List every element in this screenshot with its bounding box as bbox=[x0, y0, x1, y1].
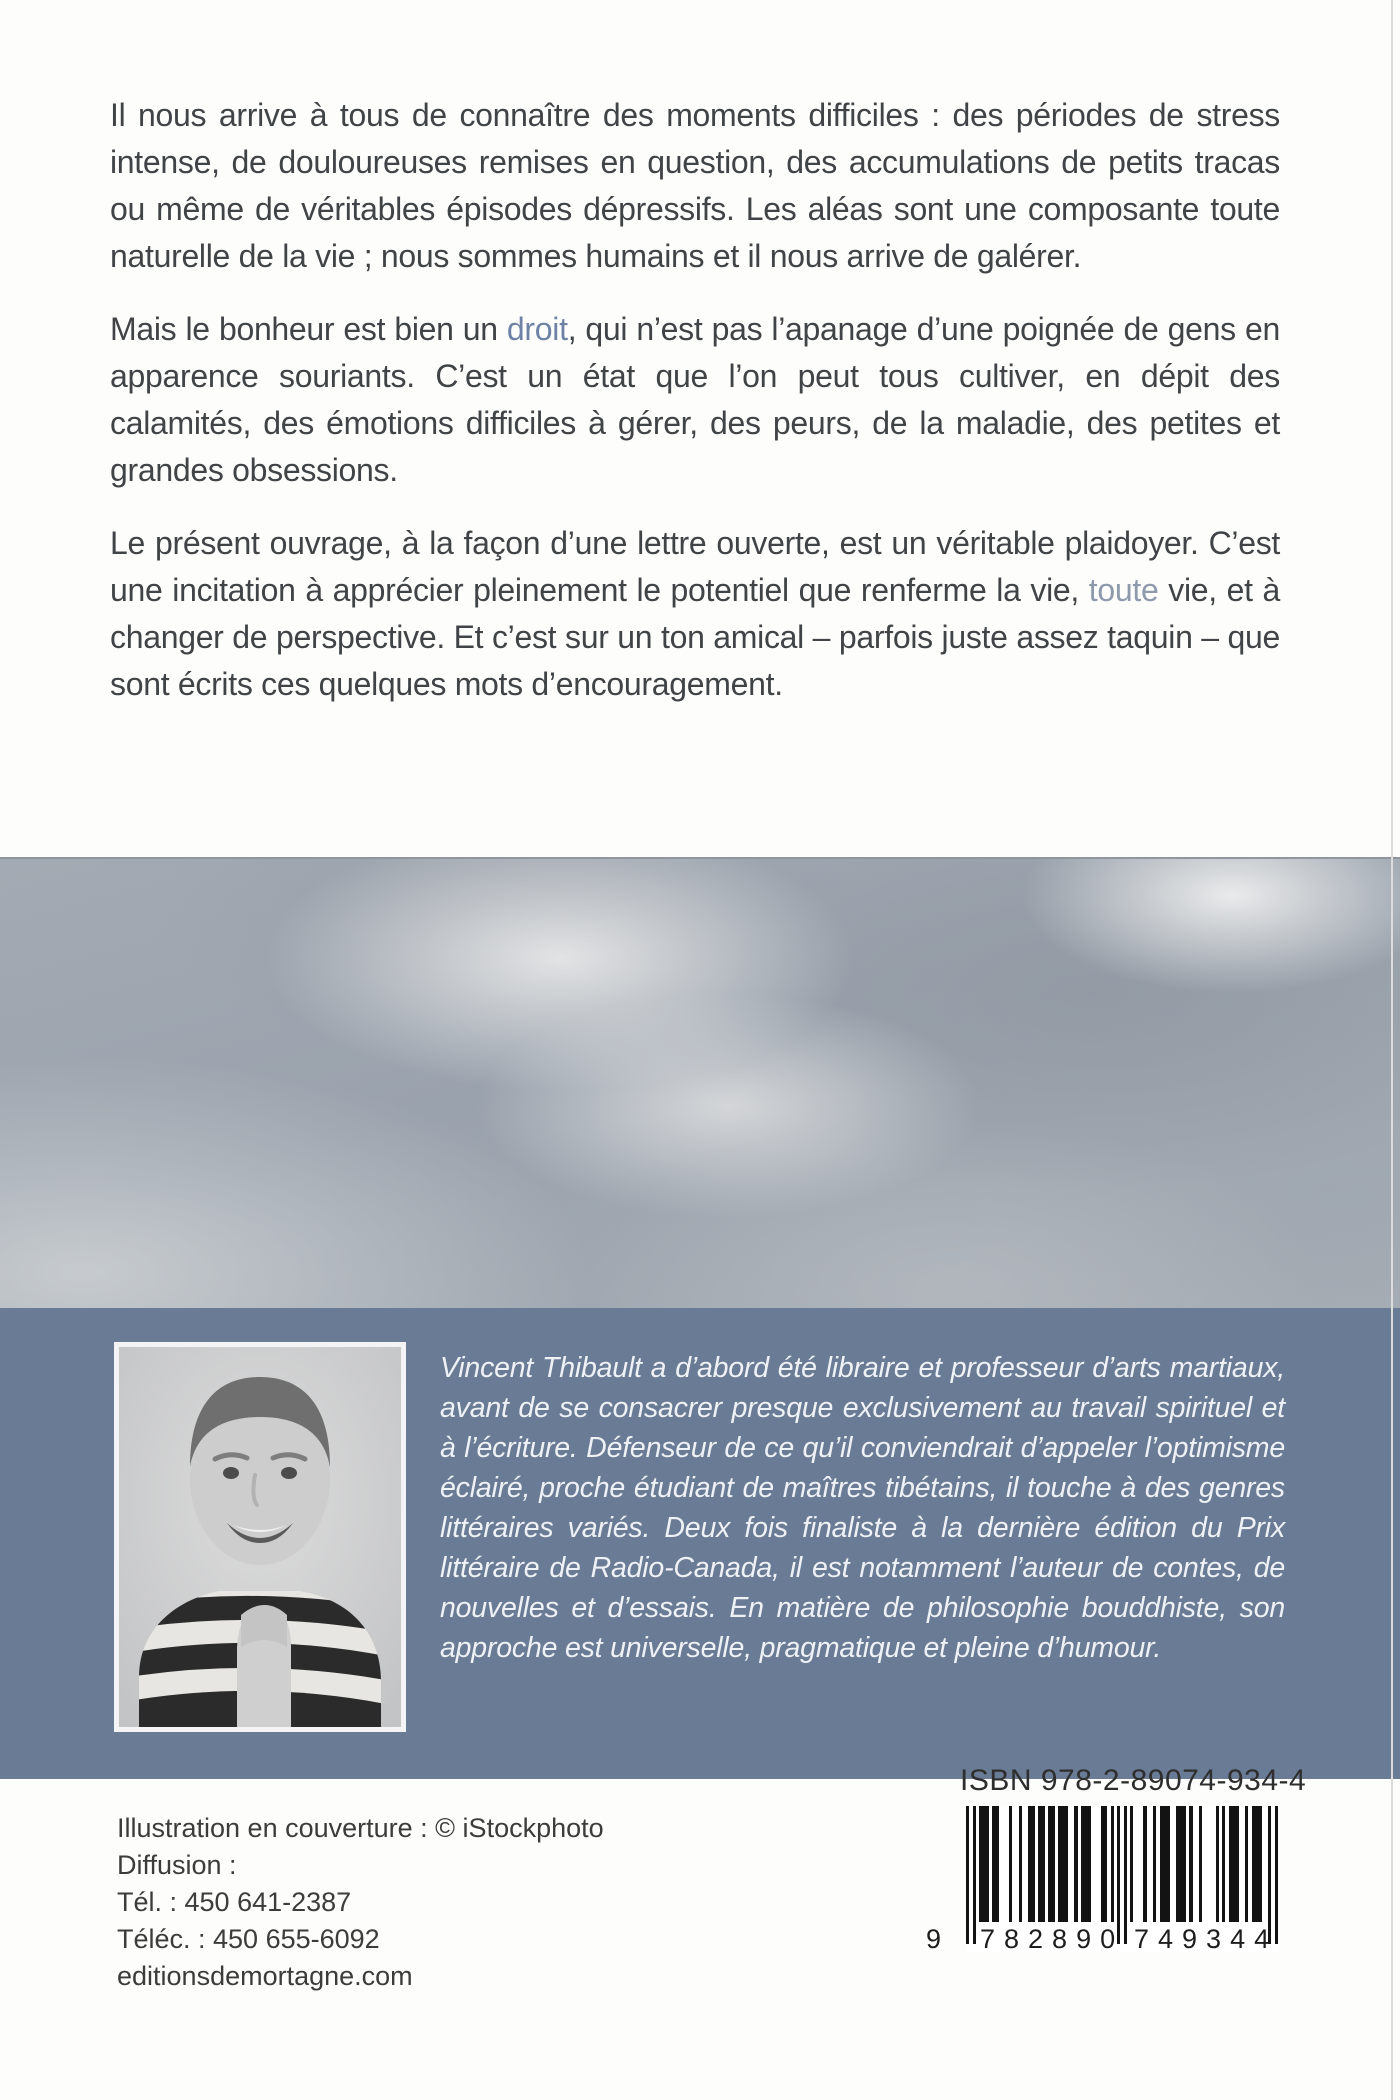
page-edge-line bbox=[1391, 0, 1393, 2100]
synopsis-text-1: Il nous arrive à tous de connaître des moments difficiles : des périodes de stress intense, de douloureuses remises en question, des accumulations de petits tracas ou même de véritables épisodes dépressifs. Les aléas sont une composante toute naturelle de la vie ; nous sommes humains et il nous arrive de galérer. bbox=[110, 97, 1280, 274]
barcode-digit-group-2: 749344 bbox=[1134, 1924, 1279, 1954]
barcode-bar bbox=[1130, 1806, 1133, 1922]
accent-word-droit: droit bbox=[506, 311, 568, 347]
barcode-bar bbox=[979, 1806, 989, 1922]
portrait-hand bbox=[237, 1605, 291, 1727]
barcode-bar bbox=[1216, 1806, 1219, 1922]
credit-line-illustration: Illustration en couverture : © iStockphoto bbox=[117, 1813, 604, 1843]
credits-block bbox=[117, 1810, 604, 1995]
synopsis-paragraph-3 bbox=[110, 520, 1280, 708]
accent-word-toute: toute bbox=[1088, 572, 1159, 608]
barcode-bar bbox=[1176, 1806, 1186, 1922]
barcode-bar bbox=[1019, 1806, 1022, 1922]
barcode-bar bbox=[992, 1806, 999, 1922]
barcode-bar bbox=[1074, 1806, 1077, 1922]
author-portrait-photo bbox=[114, 1342, 406, 1732]
barcode-bar bbox=[1058, 1806, 1068, 1922]
barcode-bar bbox=[1252, 1806, 1262, 1922]
barcode-bar bbox=[1229, 1806, 1239, 1922]
credit-line-diffusion: Diffusion : bbox=[117, 1850, 237, 1880]
barcode-bar bbox=[1189, 1806, 1192, 1922]
barcode-bar bbox=[1101, 1806, 1108, 1922]
barcode-bar bbox=[1038, 1806, 1045, 1922]
synopsis-paragraph-1 bbox=[110, 92, 1280, 280]
barcode-bar bbox=[1199, 1806, 1202, 1922]
barcode-bar bbox=[1028, 1806, 1035, 1922]
barcode-bar bbox=[1048, 1806, 1055, 1922]
author-bio: Vincent Thibault a d’abord été libraire et professeur d’arts martiaux, avant de se consacrer presque exclusivement au travail spirituel et à l’écriture. Défenseur de ce qu’il conviendrait d’appeler l’optimisme éclairé, proche étudiant de maîtres tibétains, il touche à des genres littéraires variés. Deux fois finaliste à la dernière édition du Prix littéraire de Radio-Canada, il est notamment l’auteur de contes, de nouvelles et d’essais. En matière de philosophie bouddhiste, son approche est universelle, pragmatique et pleine d’humour. bbox=[440, 1352, 1285, 1664]
author-band bbox=[0, 1308, 1400, 1779]
synopsis-text-3a: Le présent ouvrage, à la façon d’une lettre ouverte, est un véritable plaidoyer. C’est une incitation à apprécier pleinement le potentiel que renferme la vie, bbox=[110, 525, 1280, 608]
cloud-sky-photo bbox=[0, 857, 1400, 1308]
portrait-face bbox=[190, 1377, 330, 1565]
barcode-bar bbox=[1143, 1806, 1146, 1922]
synopsis-paragraph-2 bbox=[110, 306, 1280, 494]
barcode-bar bbox=[1245, 1806, 1248, 1922]
barcode-bar bbox=[1160, 1806, 1170, 1922]
synopsis-text-3b: vie, et à changer de perspective. Et c’est sur un ton amical – parfois juste assez taquin – que sont écrits ces quelques mots d’encouragement. bbox=[110, 572, 1280, 702]
credit-line-fax: Téléc. : 450 655-6092 bbox=[117, 1924, 380, 1954]
barcode-digits bbox=[926, 1924, 1279, 1954]
barcode-bar bbox=[1081, 1806, 1091, 1922]
barcode-bar bbox=[1153, 1806, 1156, 1922]
portrait-illustration bbox=[119, 1347, 401, 1727]
synopsis-text-2a: Mais le bonheur est bien un bbox=[110, 311, 507, 347]
barcode-bar bbox=[1009, 1806, 1012, 1922]
isbn-label: ISBN 978-2-89074-934-4 bbox=[960, 1764, 1307, 1797]
credit-line-website: editionsdemortagne.com bbox=[117, 1961, 413, 1991]
barcode-bar bbox=[1222, 1806, 1225, 1922]
credit-line-phone: Tél. : 450 641-2387 bbox=[117, 1887, 352, 1917]
barcode-bar bbox=[1111, 1806, 1114, 1922]
synopsis-section bbox=[110, 92, 1280, 734]
barcode-digit-first: 9 bbox=[926, 1924, 942, 1954]
barcode-digit-group-1: 782890 bbox=[980, 1924, 1125, 1954]
synopsis-text-2b: , qui n’est pas l’apanage d’une poignée de gens en apparence souriants. C’est un état que l’on peut tous cultiver, en dépit des calamités, des émotions difficiles à gérer, des peurs, de la maladie, des petites et grandes obsessions. bbox=[110, 311, 1280, 488]
